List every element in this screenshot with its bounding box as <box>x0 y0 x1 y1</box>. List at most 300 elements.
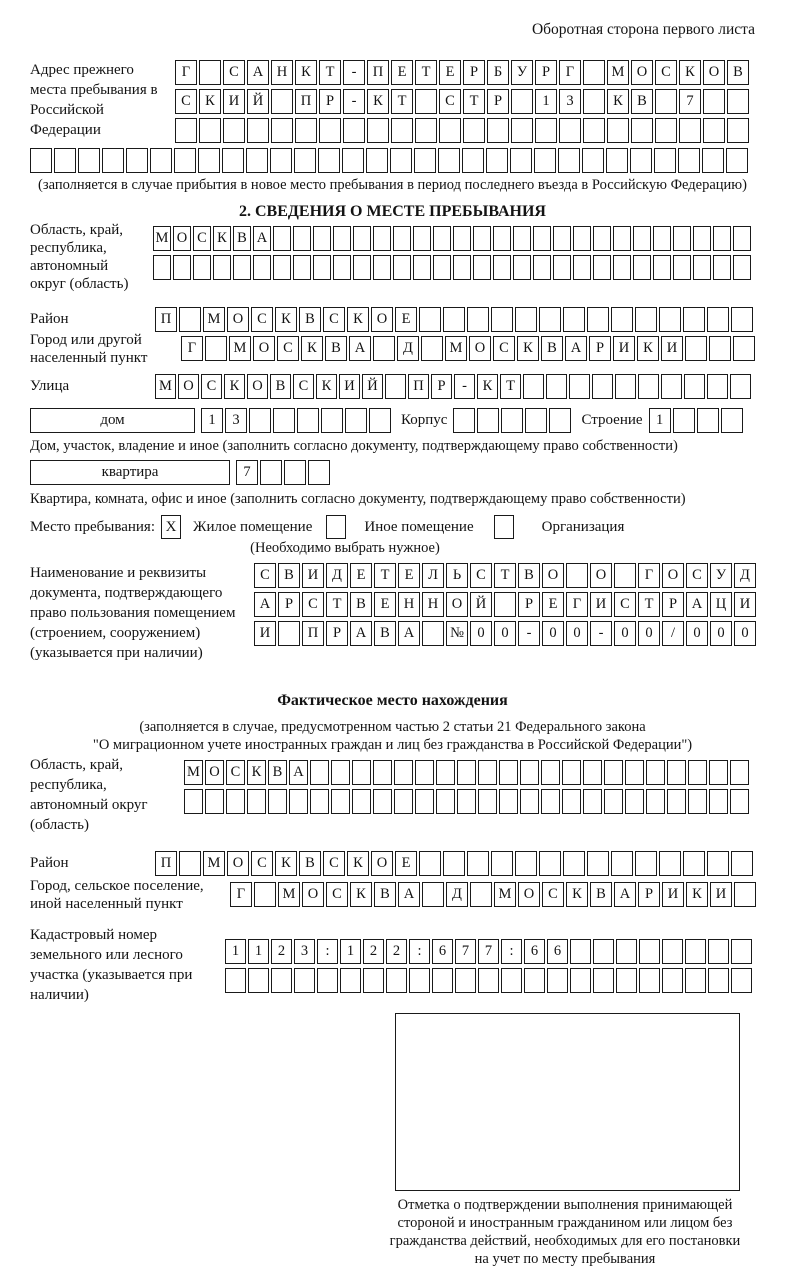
grid-cell <box>707 851 729 876</box>
grid-cell <box>390 148 412 173</box>
grid-cell <box>317 968 338 993</box>
grid-cell: П <box>155 307 177 332</box>
grid-cell: В <box>299 851 321 876</box>
grid-cell <box>174 148 196 173</box>
grid-row <box>453 408 571 433</box>
grid-cell: Ц <box>710 592 732 617</box>
grid-cell <box>391 118 413 143</box>
grid-cell: И <box>734 592 756 617</box>
dom-note: Дом, участок, владение и иное (заполнить согласно документу, подтверждающему право собственности) <box>30 438 678 454</box>
grid-cell <box>616 939 637 964</box>
grid-cell <box>345 408 367 433</box>
grid-cell <box>499 760 518 785</box>
grid-cell <box>419 307 441 332</box>
grid-cell <box>501 968 522 993</box>
grid-cell <box>570 939 591 964</box>
grid-cell: Р <box>487 89 509 114</box>
grid-cell: Г <box>638 563 660 588</box>
grid-cell: А <box>350 621 372 646</box>
grid-cell: Р <box>326 621 348 646</box>
grid-cell: - <box>343 60 365 85</box>
grid-cell <box>247 118 269 143</box>
grid-cell <box>679 118 701 143</box>
grid-cell <box>709 789 728 814</box>
grid-cell <box>331 760 350 785</box>
grid-cell: Р <box>463 60 485 85</box>
grid-cell: А <box>289 760 308 785</box>
grid-cell <box>733 336 755 361</box>
grid-cell <box>708 939 729 964</box>
stroenie-label: Строение <box>581 412 643 428</box>
grid-cell: Р <box>662 592 684 617</box>
grid-cell <box>630 148 652 173</box>
grid-cell <box>270 148 292 173</box>
grid-cell <box>523 374 544 399</box>
grid-cell <box>254 882 276 907</box>
grid-cell <box>683 851 705 876</box>
grid-cell <box>394 789 413 814</box>
grid-cell <box>415 789 434 814</box>
grid-cell: А <box>247 60 269 85</box>
grid-cell: К <box>637 336 659 361</box>
grid-cell <box>593 255 611 280</box>
grid-cell: М <box>155 374 176 399</box>
grid-cell <box>606 148 628 173</box>
grid-cell: А <box>614 882 636 907</box>
grid-cell <box>713 226 731 251</box>
grid-cell <box>673 255 691 280</box>
grid-cell <box>319 118 341 143</box>
grid-cell <box>566 563 588 588</box>
grid-cell <box>730 374 751 399</box>
grid-cell <box>494 592 516 617</box>
grid-cell <box>541 760 560 785</box>
grid-cell <box>373 336 395 361</box>
grid-cell <box>562 760 581 785</box>
grid-cell: 1 <box>248 939 269 964</box>
grid-cell: П <box>155 851 177 876</box>
grid-cell: С <box>251 307 273 332</box>
grid-cell: Т <box>326 592 348 617</box>
grid-cell <box>583 789 602 814</box>
grid-cell: Д <box>326 563 348 588</box>
grid-cell: М <box>494 882 516 907</box>
grid-cell: В <box>374 882 396 907</box>
grid-cell <box>247 789 266 814</box>
grid-cell <box>271 118 293 143</box>
grid-cell <box>436 789 455 814</box>
grid-cell <box>333 226 351 251</box>
grid-cell <box>318 148 340 173</box>
grid-row <box>649 408 743 433</box>
grid-cell: К <box>367 89 389 114</box>
grid-cell: О <box>446 592 468 617</box>
grid-cell <box>493 226 511 251</box>
grid-cell: У <box>511 60 533 85</box>
grid-cell: Н <box>398 592 420 617</box>
grid-cell <box>273 226 291 251</box>
grid-cell <box>661 374 682 399</box>
grid-cell <box>693 255 711 280</box>
grid-cell: В <box>325 336 347 361</box>
grid-cell <box>386 968 407 993</box>
grid-cell: : <box>501 939 522 964</box>
grid-cell: С <box>686 563 708 588</box>
grid-cell <box>233 255 251 280</box>
grid-cell <box>467 851 489 876</box>
grid-cell <box>524 968 545 993</box>
grid-row <box>184 760 749 785</box>
grid-cell <box>313 226 331 251</box>
grid-cell: С <box>302 592 324 617</box>
caption-line: гражданства действий, необходимых для его постановки <box>389 1233 741 1249</box>
grid-cell: № <box>446 621 468 646</box>
grid-cell: С <box>277 336 299 361</box>
grid-cell <box>473 226 491 251</box>
grid-cell <box>487 118 509 143</box>
grid-cell: Е <box>542 592 564 617</box>
grid-cell <box>353 226 371 251</box>
grid-row <box>153 255 751 280</box>
grid-cell <box>457 789 476 814</box>
grid-cell <box>563 307 585 332</box>
grid-cell: М <box>229 336 251 361</box>
grid-cell <box>363 968 384 993</box>
grid-cell <box>294 148 316 173</box>
grid-cell: К <box>213 226 231 251</box>
kadastr-field <box>30 925 755 1005</box>
grid-cell <box>198 148 220 173</box>
grid-cell: 0 <box>542 621 564 646</box>
grid-cell: Н <box>271 60 293 85</box>
rayon-label: Район <box>30 311 69 327</box>
grid-cell <box>573 255 591 280</box>
grid-cell: 3 <box>559 89 581 114</box>
grid-cell: Е <box>398 563 420 588</box>
grid-cell: В <box>268 760 287 785</box>
grid-cell <box>734 882 756 907</box>
grid-cell: С <box>326 882 348 907</box>
grid-cell: М <box>184 760 203 785</box>
grid-cell <box>553 226 571 251</box>
grid-cell <box>501 408 523 433</box>
grid-cell: Т <box>319 60 341 85</box>
grid-cell: О <box>253 336 275 361</box>
grid-cell <box>486 148 508 173</box>
grid-cell <box>213 255 231 280</box>
grid-cell <box>688 789 707 814</box>
grid-cell: В <box>278 563 300 588</box>
kvartira-field <box>30 460 755 485</box>
grid-cell <box>473 255 491 280</box>
grid-cell <box>633 226 651 251</box>
grid-cell <box>553 255 571 280</box>
grid-cell <box>433 255 451 280</box>
grid-cell <box>583 760 602 785</box>
grid-cell: М <box>203 851 225 876</box>
option-organizaciya-label: Организация <box>541 519 625 535</box>
grid-cell: К <box>477 374 498 399</box>
option-zhiloe-label: Жилое помещение <box>193 519 313 535</box>
grid-cell: К <box>517 336 539 361</box>
grid-row <box>184 789 749 814</box>
grid-cell <box>569 374 590 399</box>
grid-cell <box>582 148 604 173</box>
grid-cell <box>730 789 749 814</box>
grid-cell <box>419 851 441 876</box>
grid-cell: М <box>607 60 629 85</box>
grid-cell <box>271 968 292 993</box>
grid-cell: С <box>542 882 564 907</box>
grid-cell <box>493 255 511 280</box>
ulitsa-field <box>30 374 755 399</box>
grid-cell: - <box>590 621 612 646</box>
grid-cell <box>659 851 681 876</box>
grid-cell <box>515 851 537 876</box>
grid-cell <box>558 148 580 173</box>
grid-cell <box>731 851 753 876</box>
grid-cell <box>331 789 350 814</box>
header-note: Оборотная сторона первого листа <box>531 21 755 38</box>
grid-cell <box>54 148 76 173</box>
grid-cell: О <box>469 336 491 361</box>
grid-cell <box>684 374 705 399</box>
fact-rayon-field <box>30 851 755 876</box>
grid-cell <box>310 789 329 814</box>
grid-cell <box>533 226 551 251</box>
grid-cell <box>611 307 633 332</box>
grid-cell <box>653 226 671 251</box>
grid-cell: К <box>686 882 708 907</box>
grid-cell <box>593 968 614 993</box>
grid-cell <box>727 89 749 114</box>
grid-cell <box>646 789 665 814</box>
grid-cell: П <box>367 60 389 85</box>
grid-row <box>236 460 330 485</box>
grid-cell <box>559 118 581 143</box>
grid-cell <box>393 226 411 251</box>
mesto-field <box>30 515 755 539</box>
grid-cell <box>433 226 451 251</box>
grid-cell <box>413 255 431 280</box>
grid-cell: 0 <box>614 621 636 646</box>
grid-cell <box>653 255 671 280</box>
grid-cell: / <box>662 621 684 646</box>
grid-cell: Н <box>422 592 444 617</box>
grid-cell: : <box>317 939 338 964</box>
grid-cell <box>697 408 719 433</box>
grid-cell: О <box>631 60 653 85</box>
grid-row <box>155 374 751 399</box>
fact-oblast-label: Область, край, республика, автономный округ (область) <box>30 757 148 833</box>
grid-cell: 1 <box>649 408 671 433</box>
grid-cell: В <box>233 226 251 251</box>
grid-cell <box>432 968 453 993</box>
grid-cell: Д <box>397 336 419 361</box>
grid-row <box>175 60 749 85</box>
grid-cell <box>462 148 484 173</box>
grid-cell: М <box>203 307 225 332</box>
rayon-field <box>30 307 755 332</box>
grid-cell: К <box>566 882 588 907</box>
grid-cell <box>562 789 581 814</box>
grid-cell <box>520 760 539 785</box>
grid-cell: К <box>679 60 701 85</box>
grid-cell: О <box>227 851 249 876</box>
checkbox-zhiloe: X <box>161 515 181 539</box>
grid-cell <box>453 408 475 433</box>
grid-cell <box>662 939 683 964</box>
grid-cell <box>246 148 268 173</box>
checkbox-inoe <box>326 515 346 539</box>
grid-cell: М <box>445 336 467 361</box>
grid-cell: 7 <box>455 939 476 964</box>
grid-cell <box>293 226 311 251</box>
grid-row <box>175 118 749 143</box>
grid-cell: К <box>347 307 369 332</box>
grid-cell: С <box>226 760 245 785</box>
fact-gorod-field <box>30 878 755 913</box>
grid-cell <box>583 118 605 143</box>
grid-cell: С <box>201 374 222 399</box>
grid-cell <box>615 374 636 399</box>
grid-cell <box>150 148 172 173</box>
grid-cell: 0 <box>638 621 660 646</box>
grid-cell: Е <box>395 307 417 332</box>
grid-cell <box>421 336 443 361</box>
grid-cell <box>678 148 700 173</box>
fact-oblast-field <box>30 757 755 835</box>
grid-cell <box>455 968 476 993</box>
grid-cell <box>414 148 436 173</box>
grid-cell <box>625 760 644 785</box>
grid-cell <box>385 374 406 399</box>
grid-cell <box>470 882 492 907</box>
grid-cell: 3 <box>294 939 315 964</box>
grid-cell: С <box>251 851 273 876</box>
grid-cell <box>342 148 364 173</box>
grid-cell: Г <box>559 60 581 85</box>
grid-cell: Г <box>230 882 252 907</box>
grid-row <box>181 336 755 361</box>
grid-cell: 3 <box>225 408 247 433</box>
grid-cell <box>638 374 659 399</box>
grid-cell: И <box>223 89 245 114</box>
grid-cell: О <box>178 374 199 399</box>
grid-cell: 6 <box>524 939 545 964</box>
grid-cell: С <box>655 60 677 85</box>
grid-cell: Й <box>362 374 383 399</box>
grid-cell: А <box>349 336 371 361</box>
grid-row <box>155 307 753 332</box>
grid-cell <box>639 968 660 993</box>
grid-cell: К <box>350 882 372 907</box>
grid-cell <box>205 336 227 361</box>
grid-cell <box>352 789 371 814</box>
grid-cell <box>733 226 751 251</box>
confirmation-mark-caption <box>335 1196 795 1268</box>
grid-cell: О <box>205 760 224 785</box>
ulitsa-label: Улица <box>30 378 70 394</box>
grid-cell: К <box>275 851 297 876</box>
grid-cell <box>513 226 531 251</box>
grid-cell: 0 <box>734 621 756 646</box>
fact-note-line1: (заполняется в случае, предусмотренном частью 2 статьи 21 Федерального закона <box>139 719 646 735</box>
grid-cell: Д <box>446 882 468 907</box>
grid-row <box>254 621 756 646</box>
grid-cell <box>583 60 605 85</box>
grid-cell <box>539 307 561 332</box>
grid-cell: Ь <box>446 563 468 588</box>
grid-cell <box>499 789 518 814</box>
grid-cell <box>477 408 499 433</box>
grid-cell <box>611 851 633 876</box>
grid-cell <box>373 760 392 785</box>
grid-cell: 6 <box>432 939 453 964</box>
grid-cell <box>297 408 319 433</box>
grid-cell <box>726 148 748 173</box>
grid-cell <box>205 789 224 814</box>
grid-row <box>230 882 756 907</box>
grid-cell: Р <box>589 336 611 361</box>
grid-cell: Р <box>535 60 557 85</box>
grid-cell <box>369 408 391 433</box>
grid-cell: О <box>371 851 393 876</box>
grid-cell: В <box>727 60 749 85</box>
grid-cell: Т <box>391 89 413 114</box>
fact-note-line2: "О миграционном учете иностранных граждан и лиц без гражданства в Российской Федерации") <box>92 737 693 753</box>
grid-cell <box>539 851 561 876</box>
grid-cell <box>731 307 753 332</box>
dom-field <box>30 408 755 433</box>
section2-title: 2. СВЕДЕНИЯ О МЕСТЕ ПРЕБЫВАНИЯ <box>239 203 546 220</box>
grid-cell <box>667 760 686 785</box>
grid-cell: 1 <box>225 939 246 964</box>
grid-cell <box>659 307 681 332</box>
grid-cell <box>321 408 343 433</box>
grid-cell: Т <box>500 374 521 399</box>
grid-cell <box>352 760 371 785</box>
grid-cell <box>436 760 455 785</box>
grid-cell <box>443 851 465 876</box>
grid-cell: А <box>686 592 708 617</box>
grid-cell: К <box>347 851 369 876</box>
grid-cell <box>673 226 691 251</box>
grid-cell <box>271 89 293 114</box>
grid-cell <box>635 851 657 876</box>
grid-cell: 0 <box>710 621 732 646</box>
grid-row <box>254 592 756 617</box>
grid-cell: И <box>590 592 612 617</box>
grid-cell: К <box>295 60 317 85</box>
grid-cell: О <box>542 563 564 588</box>
grid-cell <box>693 226 711 251</box>
grid-cell <box>126 148 148 173</box>
grid-cell: Г <box>175 60 197 85</box>
grid-cell: С <box>223 60 245 85</box>
grid-cell: Б <box>487 60 509 85</box>
grid-cell: С <box>470 563 492 588</box>
grid-row <box>155 851 753 876</box>
grid-cell <box>546 374 567 399</box>
mesto-note: (Необходимо выбрать нужное) <box>250 540 440 556</box>
grid-cell: И <box>613 336 635 361</box>
grid-cell <box>179 307 201 332</box>
grid-cell: И <box>254 621 276 646</box>
gorod-field <box>30 332 755 367</box>
grid-cell <box>340 968 361 993</box>
previous-address-overflow-row <box>30 148 755 173</box>
